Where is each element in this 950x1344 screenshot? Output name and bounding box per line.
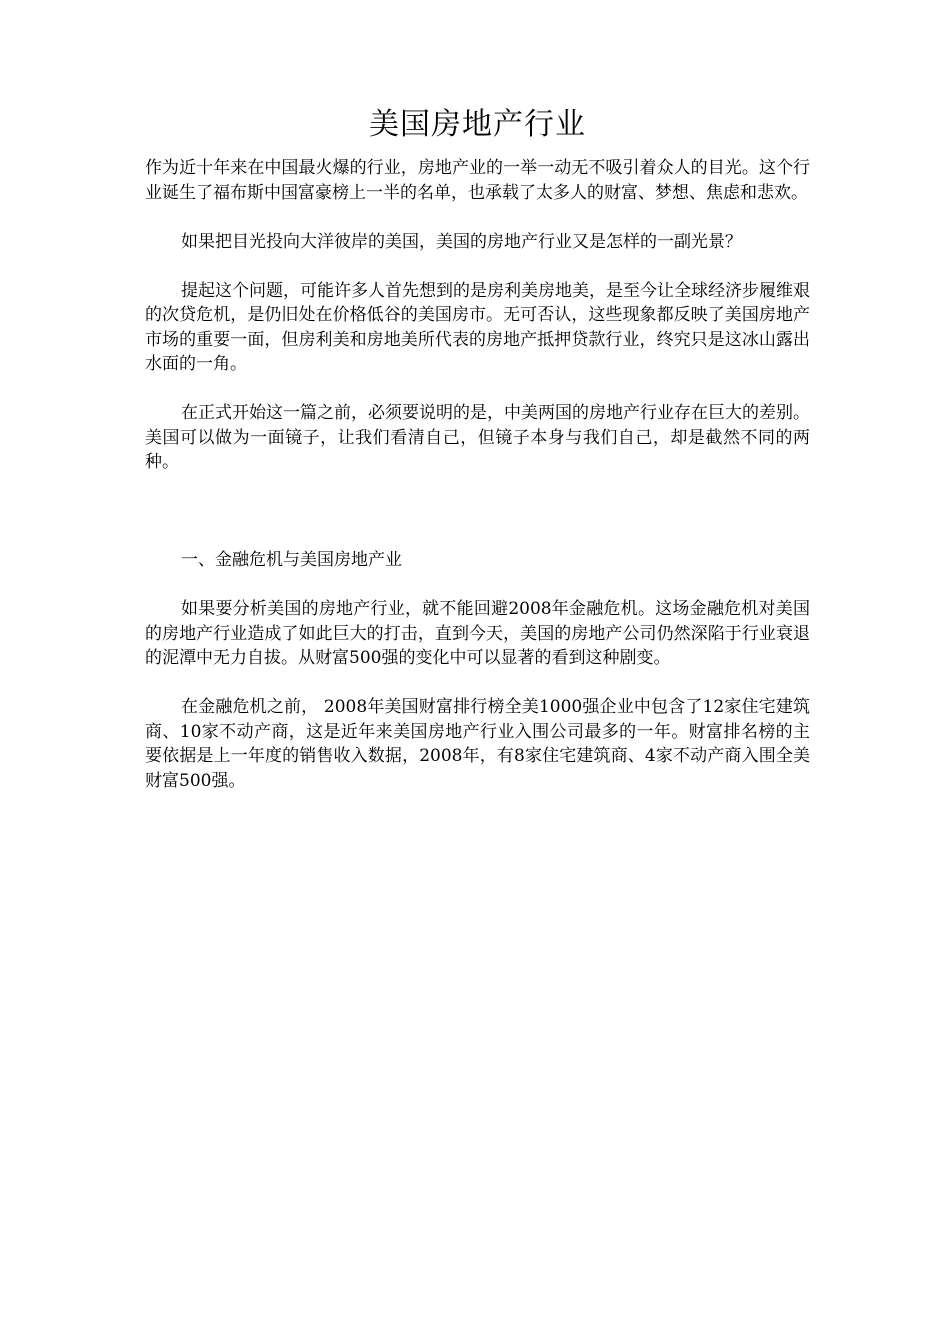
paragraph-gap bbox=[145, 671, 810, 696]
section-heading: 一、金融危机与美国房地产业 bbox=[181, 550, 402, 570]
paragraph-gap bbox=[145, 254, 810, 279]
paragraph-question: 如果把目光投向大洋彼岸的美国，美国的房地产行业又是怎样的一副光景？ bbox=[181, 231, 742, 252]
document-title: 美国房地产行业 bbox=[369, 107, 586, 142]
paragraph-intro: 作为近十年来在中国最火爆的行业，房地产业的一举一动无不吸引着众人的目光。这个行业诞生了福布斯中国富豪榜上一半的名单，也承载了太多人的财富、梦想、焦虑和悲欢。 bbox=[145, 158, 810, 203]
paragraph-gap bbox=[145, 573, 810, 598]
paragraph-mirror: 在正式开始这一篇之前，必须要说明的是，中美两国的房地产行业存在巨大的差别。美国可以做为一面镜子，让我们看清自己，但镜子本身与我们自己，却是截然不同的两种。 bbox=[145, 403, 810, 472]
section-gap bbox=[145, 475, 810, 549]
paragraph-gap bbox=[145, 377, 810, 402]
paragraph-financial-crisis: 如果要分析美国的房地产行业，就不能回避2008年金融危机。这场金融危机对美国的房地产行业造成了如此巨大的打击，直到今天，美国的房地产公司仍然深陷于行业衰退的泥潭中无力自拔。从财富500强的变化中可以显著的看到这种剧变。 bbox=[145, 599, 810, 668]
paragraph-fannie-freddie: 提起这个问题，可能许多人首先想到的是房利美房地美，是至今让全球经济步履维艰的次贷危机，是仍旧处在价格低谷的美国房市。无可否认，这些现象都反映了美国房地产市场的重要一面，但房利美和房地美所代表的房地产抵押贷款行业，终究只是这冰山露出水面的一角。 bbox=[145, 280, 810, 374]
paragraph-fortune-ranking: 在金融危机之前， 2008年美国财富排行榜全美1000强企业中包含了12家住宅建筑商、10家不动产商，这是近年来美国房地产行业入围公司最多的一年。财富排名榜的主要依据是上一年度的销售收入数据，2008年，有8家住宅建筑商、4家不动产商入围全美财富500强。 bbox=[145, 697, 810, 791]
paragraph-gap bbox=[145, 205, 810, 230]
document-page bbox=[145, 100, 810, 793]
